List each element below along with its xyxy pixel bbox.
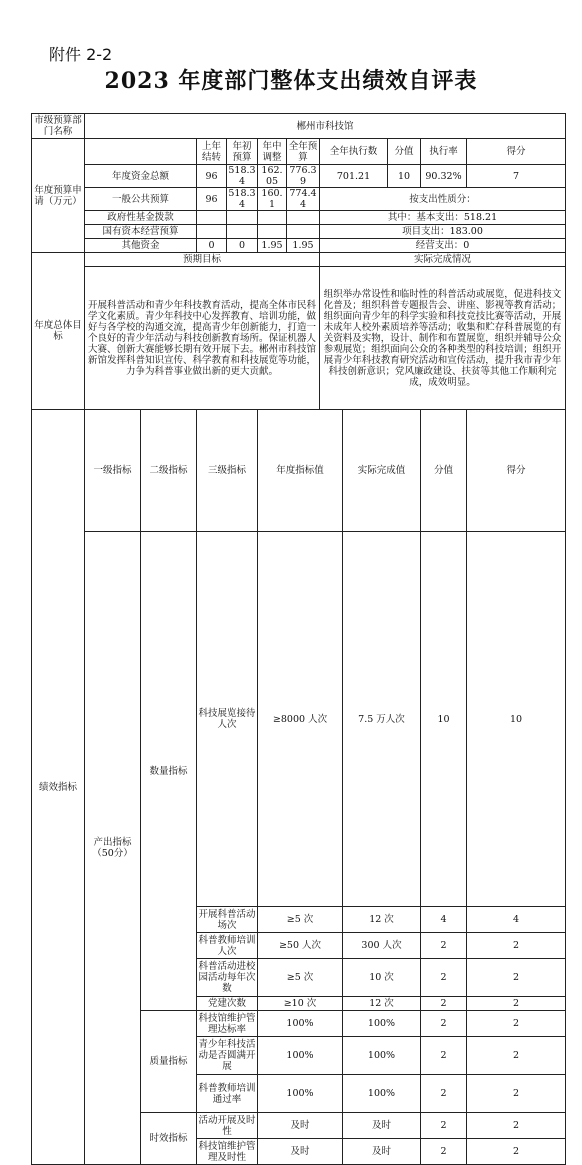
budget-state-row: [32, 225, 566, 239]
indicator-target: ≥5 次: [258, 907, 343, 933]
project-expense-note: 项目支出：183.00: [320, 225, 566, 239]
col-header: 年初预算: [227, 139, 258, 165]
goal-content-row: [32, 267, 566, 410]
indicator-actual: 100%: [343, 1037, 421, 1075]
indicator-actual: 100%: [343, 1011, 421, 1037]
group-timeliness: 时效指标: [141, 1113, 197, 1165]
perf-header: 二级指标: [141, 410, 197, 532]
operating-expense-note: 经营支出：0: [320, 239, 566, 253]
indicator-name: 科普活动进校园活动每年次数: [197, 959, 258, 997]
indicator-name: 开展科普活动场次: [198, 908, 256, 931]
row-label: 年度资金总额: [85, 165, 197, 188]
perf-header: 得分: [467, 410, 566, 532]
indicator-got: 10: [467, 532, 566, 907]
indicator-score: 2: [421, 1139, 467, 1165]
cell-value: 0: [227, 239, 258, 253]
col-header: 年中调整: [258, 139, 287, 165]
indicator-name: 科技展览接待人次: [197, 532, 258, 907]
goal-header-row: [32, 253, 566, 267]
group-quantity: 数量指标: [141, 532, 197, 1011]
perf-header: 年度指标值: [258, 410, 343, 532]
indicator-got: 2: [467, 1139, 566, 1165]
cell-value: 7: [467, 165, 566, 188]
indicator-got: 2: [467, 1011, 566, 1037]
indicator-actual: 12 次: [343, 997, 421, 1011]
indicator-actual: 100%: [343, 1075, 421, 1113]
indicator-got: 2: [467, 1037, 566, 1075]
perf-header: 实际完成值: [343, 410, 421, 532]
budget-total-row: [32, 165, 566, 188]
row-label: 一般公共预算: [85, 188, 197, 211]
cell-value: 10: [388, 165, 421, 188]
indicator-target: 100%: [258, 1011, 343, 1037]
budget-section-label: 年度预算申请（万元）: [32, 139, 85, 253]
budget-public-row: [32, 188, 566, 211]
indicator-score: 2: [421, 959, 467, 997]
indicator-actual: 10 次: [343, 959, 421, 997]
cell-value: 96: [197, 188, 227, 211]
row-label: 政府性基金拨款: [85, 211, 197, 225]
planned-goal-text: 开展科普活动和青少年科技教育活动，提高全体市民科学文化素质。青少年科技中心发挥教育、培训功能，做好与各学校的沟通交流，提高青少年创新能力，打造一个良好的青少年活动与科技创新教育场所。保证机器人大赛、创新大赛能够长期有效开展下去。郴州市科技馆新馆发挥科普知识宣传、科学教育和科技展览等功能，力争为科普事业做出新的更大贡献。: [85, 267, 320, 410]
col-header: 上年结转: [197, 139, 227, 165]
cell-value: 90.32%: [421, 165, 467, 188]
indicator-got: 2: [467, 933, 566, 959]
indicator-actual: 300 人次: [343, 933, 421, 959]
indicator-score: 2: [421, 1011, 467, 1037]
self-evaluation-table: [31, 113, 566, 1165]
perf-section-label: 绩效指标: [32, 410, 85, 1165]
indicator-got: 2: [467, 997, 566, 1011]
dept-label: 市级预算部门名称: [32, 114, 85, 139]
cell-value: 774.44: [287, 188, 320, 211]
indicator-got: 4: [467, 907, 566, 933]
actual-goal-text: 组织举办常设性和临时性的科普活动或展览，促进科技文化普及；组织科普专题报告会、讲座、影视等教育活动；组织面向青少年的科学实验和科技竞技比赛等活动，开展未成年人校外素质培养等活动；收集和贮存科普展览的有关资料及实物，设计、制作和布置展览，组织并辅导公众参观展览；组织面向公众的各种类型的科技培训；组织开展青少年科技教育研究活动和宣传活动，提升我市青少年科技创新意识；党风廉政建设、扶贫等其他工作顺利完成，成效明显。: [320, 267, 566, 410]
cell-value: 518.34: [228, 165, 256, 187]
indicator-name: 活动开展及时性: [198, 1114, 256, 1137]
indicator-score: 2: [421, 1037, 467, 1075]
indicator-name: 青少年科技活动是否圆满开展: [197, 1037, 258, 1075]
budget-other-row: [32, 239, 566, 253]
actual-goal-header: 实际完成情况: [320, 253, 566, 267]
indicator-target: 及时: [258, 1113, 343, 1139]
budget-gov-row: [32, 211, 566, 225]
indicator-target: ≥5 次: [258, 959, 343, 997]
cell-value: 0: [197, 239, 227, 253]
cell-value: 160.1: [258, 188, 287, 211]
indicator-score: 2: [421, 933, 467, 959]
row-label: 其他资金: [85, 239, 197, 253]
budget-header-row: [32, 139, 566, 165]
indicator-name: 科普教师培训通过率: [197, 1075, 258, 1113]
indicator-target: ≥8000 人次: [258, 532, 343, 907]
cell-value: 1.95: [258, 239, 287, 253]
indicator-got: 2: [467, 1075, 566, 1113]
level1-output-indicator: 产出指标（50分）: [85, 532, 141, 1165]
indicator-target: ≥50 人次: [258, 933, 343, 959]
cell-value: 162.05: [258, 165, 287, 188]
basic-expense-note: 其中：基本支出：518.21: [320, 211, 566, 225]
indicator-got: 2: [467, 959, 566, 997]
indicator-name: 科技馆维护管理达标率: [198, 1012, 256, 1035]
col-header: 全年预算: [287, 139, 320, 165]
indicator-score: 2: [421, 997, 467, 1011]
col-header: 分值: [388, 139, 421, 165]
indicator-score: 10: [421, 532, 467, 907]
perf-header: 分值: [421, 410, 467, 532]
indicator-actual: 及时: [343, 1113, 421, 1139]
annex-label: 附件 2-2: [49, 45, 113, 64]
cell-value: 701.21: [320, 165, 388, 188]
indicator-got: 2: [467, 1113, 566, 1139]
cell-value: 776.39: [287, 165, 320, 188]
indicator-score: 4: [421, 907, 467, 933]
indicator-name: 科技馆维护管理及时性: [198, 1140, 256, 1163]
budget-blank-cell: [85, 139, 197, 165]
page-title: 2023 年度部门整体支出绩效自评表: [104, 68, 478, 94]
group-quality: 质量指标: [141, 1011, 197, 1113]
cell-value: 96: [197, 165, 227, 188]
indicator-name: 党建次数: [197, 997, 258, 1011]
indicator-actual: 7.5 万人次: [343, 532, 421, 907]
planned-goal-header: 预期目标: [85, 253, 320, 267]
row-label: 国有资本经营预算: [85, 225, 197, 239]
indicator-actual: 12 次: [343, 907, 421, 933]
indicator-name: 科普教师培训人次: [198, 934, 256, 957]
col-header: 执行率: [421, 139, 467, 165]
perf-header: 三级指标: [197, 410, 258, 532]
table-row: [32, 532, 566, 907]
indicator-actual: 及时: [343, 1139, 421, 1165]
goal-section-label: 年度总体目标: [32, 253, 85, 410]
indicator-target: 100%: [258, 1037, 343, 1075]
indicator-score: 2: [421, 1113, 467, 1139]
indicator-target: 及时: [258, 1139, 343, 1165]
dept-name: 郴州市科技馆: [85, 114, 566, 139]
indicator-target: ≥10 次: [258, 997, 343, 1011]
col-header: 得分: [467, 139, 566, 165]
indicator-target: 100%: [258, 1075, 343, 1113]
cell-value: 518.34: [228, 188, 256, 210]
indicator-score: 2: [421, 1075, 467, 1113]
dept-row: [32, 114, 566, 139]
expense-nature-note: 按支出性质分：: [320, 188, 566, 211]
perf-header: 一级指标: [85, 410, 141, 532]
cell-value: 1.95: [287, 239, 320, 253]
perf-header-row: [32, 410, 566, 532]
col-header: 全年执行数: [320, 139, 388, 165]
